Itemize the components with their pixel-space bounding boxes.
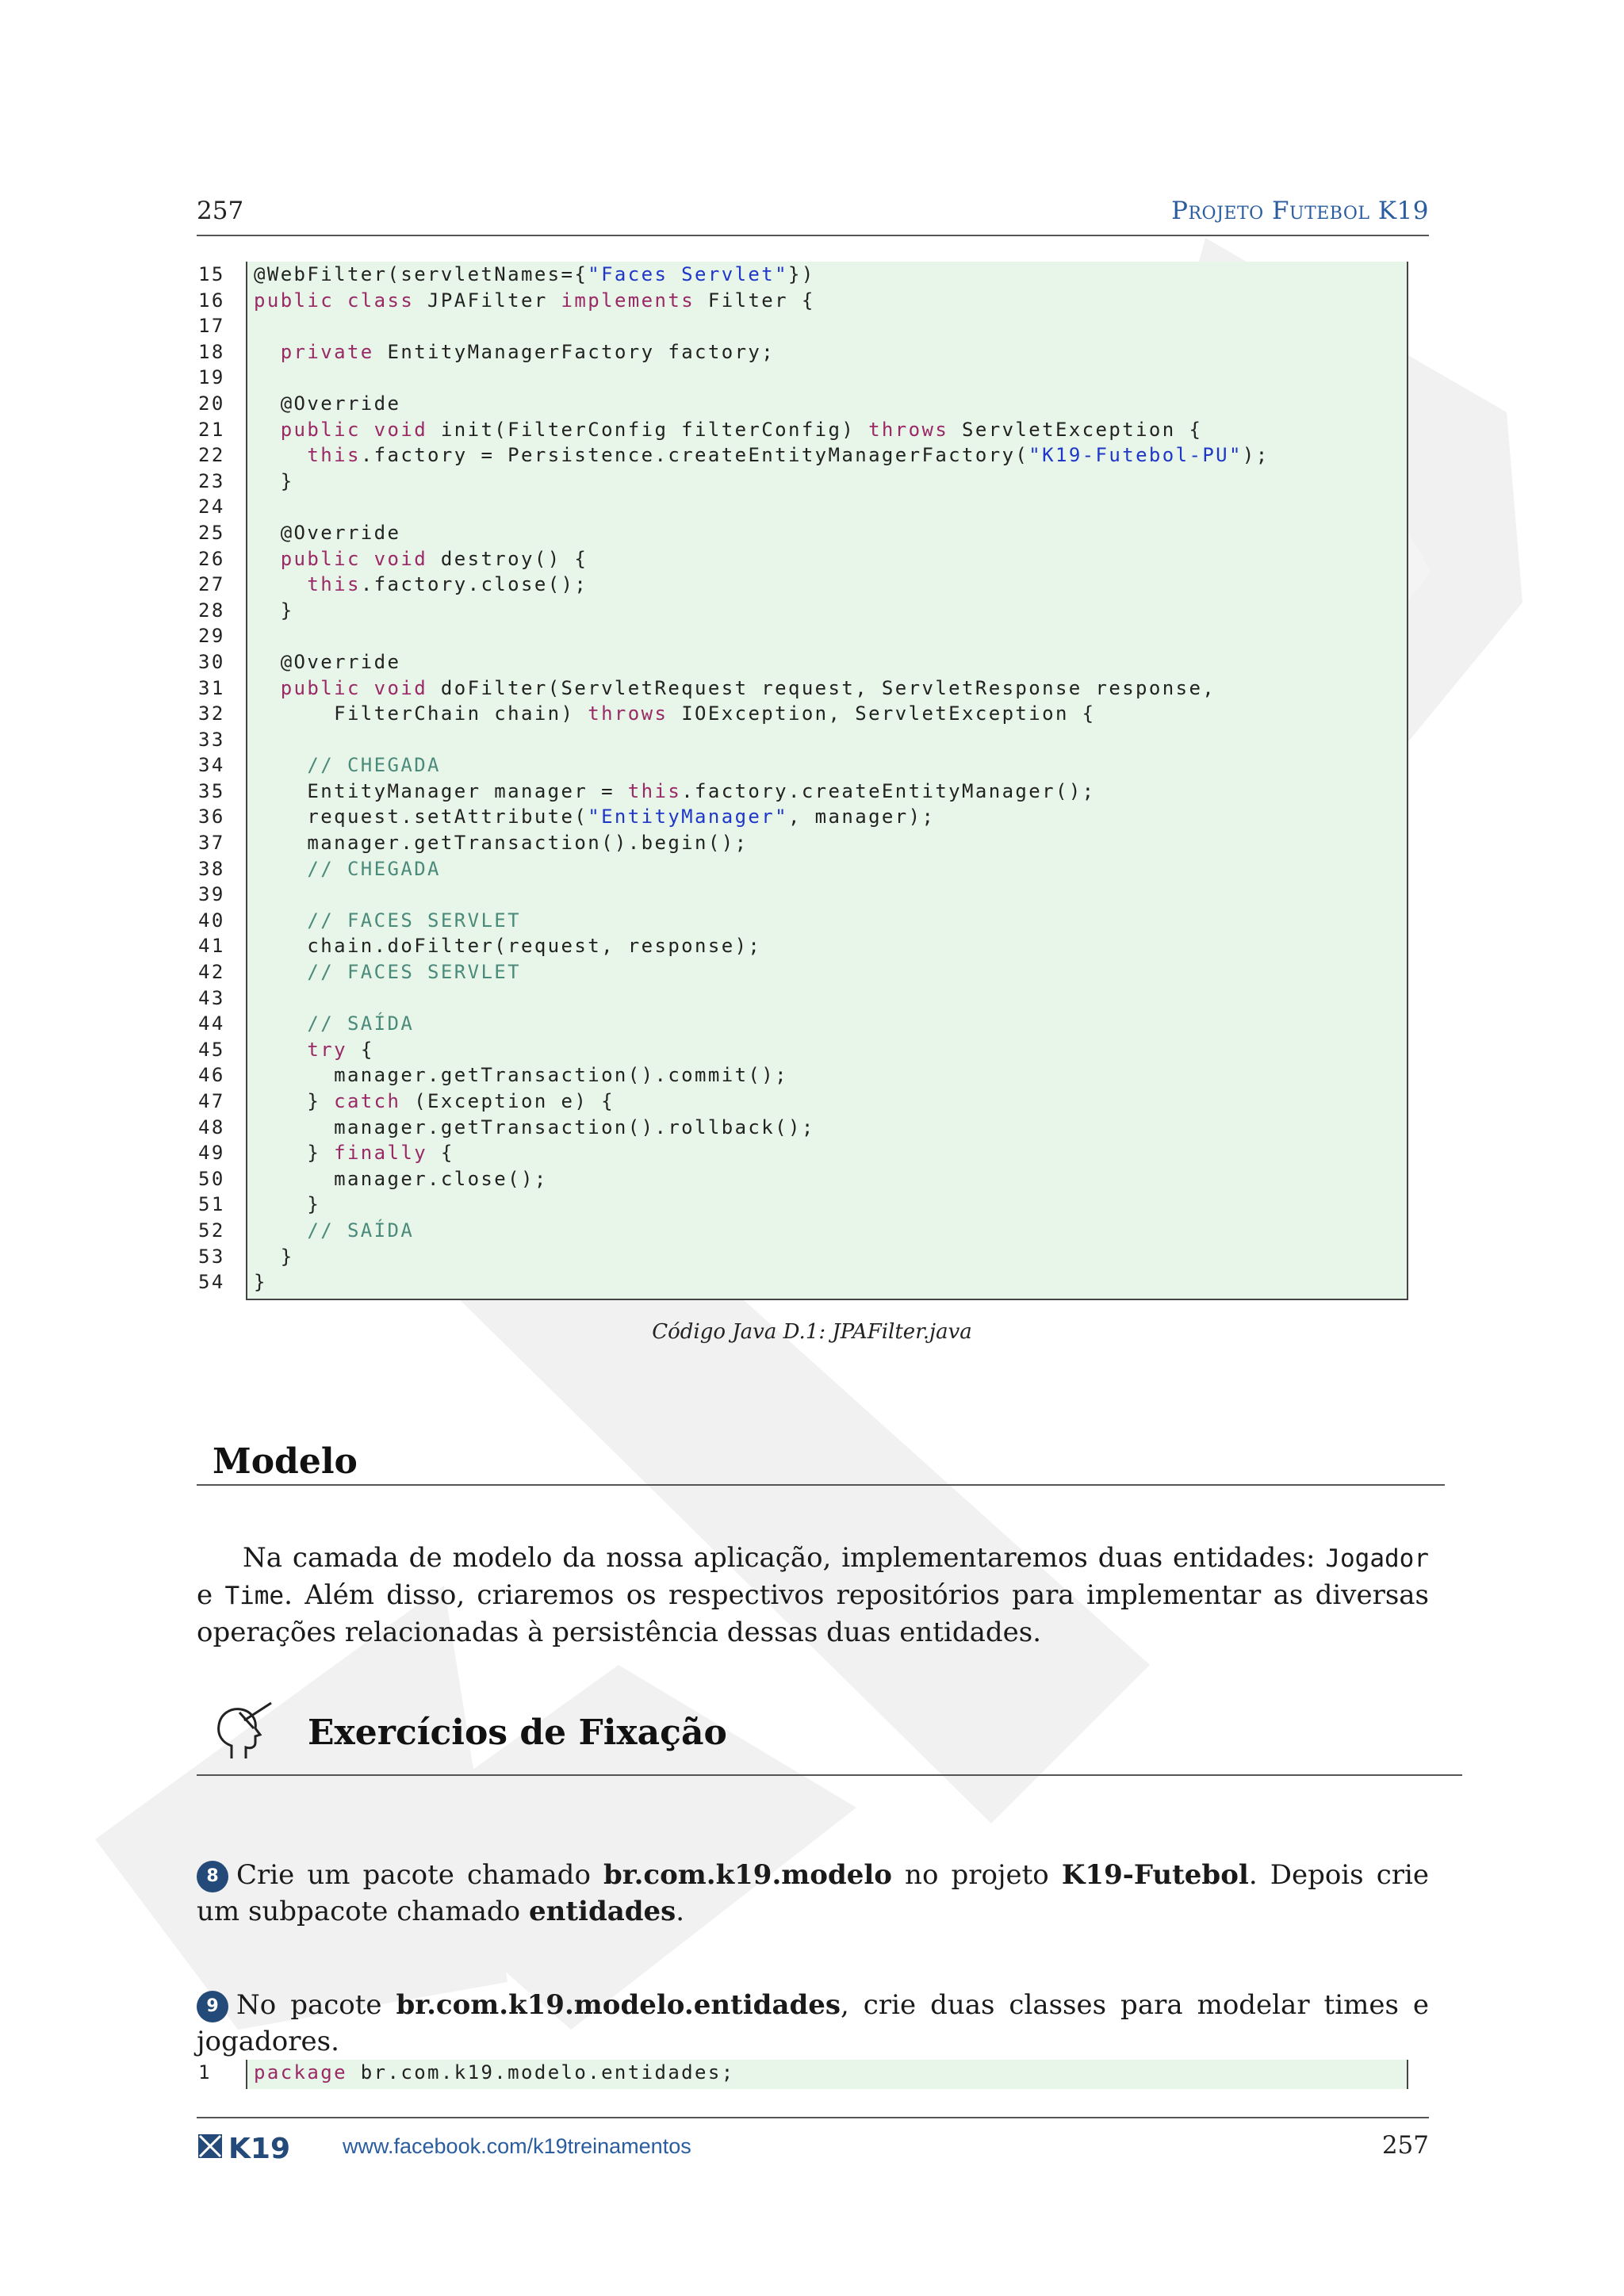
line-number: 28 [198,599,225,622]
ex8-text: Crie um pacote chamado [236,1859,603,1891]
code-text: IOException, ServletException { [668,702,1096,725]
k19-logo [197,2131,320,2163]
code-text: { [347,1038,374,1061]
code-text: } [254,1090,335,1112]
line-number: 45 [198,1038,225,1061]
code-keyword: this [307,444,361,467]
code-text: } [254,1142,335,1165]
code-line [247,1062,1407,1089]
code-line [247,649,1407,675]
code-text: manager.getTransaction().begin(); [254,832,749,855]
line-number: 43 [198,986,225,1009]
line-number: 39 [198,883,225,906]
code-line [247,727,1407,753]
code-line [247,804,1407,830]
exercise-9 [197,1987,1429,2060]
code-line [247,752,1407,779]
line-number: 21 [198,418,225,441]
code-text [254,444,307,466]
code-text: chain.doFilter(request, response); [254,935,762,958]
line-number: 49 [198,1142,225,1165]
line-number: 16 [198,289,225,312]
code-text: .factory = Persistence.createEntityManagerFactory( [360,444,1029,467]
code-text: manager.getTransaction().rollback(); [254,1115,815,1138]
code-text: (Exception e) { [400,1090,615,1112]
code-keyword: catch [334,1090,401,1112]
line-number: 15 [198,263,225,285]
code-text [254,573,307,595]
line-number: 38 [198,857,225,880]
code-keyword: package [254,2061,347,2084]
code-line [247,572,1407,598]
header-title: Projeto Futebol K19 [1171,197,1429,225]
code-text [254,419,281,441]
code-line [247,1269,1407,1295]
page-header [197,197,1429,236]
line-number: 52 [198,1219,225,1242]
ex8-text: . Depois crie um subpacote chamado [197,1859,1430,1927]
code-string: "EntityManager" [588,806,788,828]
code-text: doFilter(ServletRequest request, ServletResponse response, [427,676,1216,699]
code-keyword: public void [280,418,428,441]
code-keyword: throws [588,702,668,725]
line-number: 22 [198,444,225,467]
line-number: 27 [198,573,225,596]
code-text: Filter { [695,289,815,312]
code-line [247,908,1407,934]
code-line [247,546,1407,572]
line-number: 35 [198,779,225,802]
code-keyword: public void [280,547,428,570]
code-text: { [427,1142,454,1165]
line-number: 33 [198,728,225,751]
code-line [247,391,1407,417]
code-line [247,313,1407,339]
code-time: Time [224,1582,285,1610]
section-rule [197,1774,1462,1776]
code-text: } [254,469,294,492]
code-keyword: public class [254,289,415,312]
code-text: br.com.k19.modelo.entidades; [347,2061,735,2084]
line-number: 32 [198,702,225,725]
code-line [247,933,1407,959]
code-text: .factory.close(); [360,573,588,596]
code-text: EntityManager manager = [254,779,628,802]
line-number: 40 [198,909,225,932]
code-text: ServletException { [948,418,1203,441]
ex9-text: No pacote [236,1989,396,2021]
line-number: 19 [198,366,225,389]
code-keyword: throws [868,418,949,441]
line-number: 44 [198,1012,225,1035]
ex8-bold-subpackage: entidades [528,1896,676,1927]
section-title-modelo: Modelo [213,1441,358,1482]
exercise-number-badge: 9 [197,1991,228,2022]
code-text [254,754,307,776]
code-line [247,1037,1407,1063]
line-number: 48 [198,1115,225,1138]
code-line [247,779,1407,805]
line-number: 20 [198,392,225,415]
code-text: FilterChain chain) [254,702,588,725]
code-comment: // FACES SERVLET [307,909,521,932]
code-line [247,417,1407,443]
line-numbers [197,2060,246,2086]
code-line [247,365,1407,391]
code-comment: // FACES SERVLET [307,961,521,984]
line-number: 54 [198,1271,225,1294]
code-line [247,262,1407,288]
ex8-text: no projeto [891,1859,1062,1891]
code-text [254,1012,307,1035]
ex8-text: . [676,1896,685,1927]
line-number: 29 [198,625,225,648]
line-number: 1 [198,2061,212,2084]
line-number: 24 [198,496,225,519]
modelo-conj: e [197,1579,225,1611]
footer-rule [197,2117,1429,2118]
code-caption: Código Java D.1: JPAFilter.java [652,1320,972,1344]
code-text: @WebFilter(servletNames={ [254,263,588,285]
code-line [247,1011,1407,1037]
code-text: } [254,599,294,622]
code-text: } [254,1271,267,1294]
line-number: 34 [198,754,225,777]
line-number: 31 [198,676,225,699]
code-line [247,442,1407,469]
code-text [254,909,307,932]
line-number: 18 [198,340,225,363]
code-line [247,2060,1407,2086]
code-line [247,882,1407,908]
line-number: 47 [198,1090,225,1112]
code-text: .factory.createEntityManager(); [681,779,1096,802]
footer-facebook-link[interactable]: www.facebook.com/k19treinamentos [343,2134,691,2158]
exercise-number-badge: 8 [197,1861,228,1892]
code-text: init(FilterConfig filterConfig) [427,418,869,441]
code-comment: // CHEGADA [307,754,441,777]
code-line [247,675,1407,702]
code-line [247,1115,1407,1141]
code-keyword: try [307,1038,347,1061]
line-number: 23 [198,469,225,492]
code-line [247,985,1407,1012]
head-thinking-icon [208,1697,279,1768]
code-line [247,1140,1407,1166]
line-number: 37 [198,832,225,855]
code-comment: // SAÍDA [307,1012,415,1035]
code-line [247,701,1407,727]
ex8-bold-project: K19-Futebol [1061,1859,1249,1891]
code-text: request.setAttribute( [254,806,588,828]
code-line [247,494,1407,520]
code-line [247,288,1407,314]
code-line [247,623,1407,649]
section-rule [197,1484,1445,1486]
line-number: 53 [198,1245,225,1268]
code-keyword: finally [334,1142,428,1165]
line-number: 30 [198,650,225,673]
code-line [247,1089,1407,1115]
code-text: @Override [254,392,401,415]
code-line [247,830,1407,856]
code-keyword: private [280,340,374,363]
code-text: } [254,1193,321,1216]
code-text [254,1039,307,1061]
line-number: 17 [198,315,225,338]
code-text: } [254,1245,294,1268]
code-text: EntityManagerFactory factory; [373,340,776,363]
line-number: 51 [198,1193,225,1216]
modelo-text-2: . Além disso, criaremos os respectivos repositórios para implementar as diversas operações relacionadas à persistência dessas duas entidades. [197,1579,1429,1648]
line-number: 42 [198,961,225,984]
code-text: @Override [254,521,401,544]
exercise-8 [197,1857,1429,1930]
code-text: manager.getTransaction().commit(); [254,1064,788,1087]
code-line [247,339,1407,365]
ex8-bold-package: br.com.k19.modelo [603,1859,892,1891]
line-number: 41 [198,935,225,958]
code-text [254,1219,307,1242]
code-text [254,341,281,363]
code-block [246,262,1408,1300]
line-number: 25 [198,521,225,544]
code-text: ); [1242,444,1270,467]
section-title-exercicios: Exercícios de Fixação [308,1712,727,1753]
code-text: }) [787,263,815,285]
code-keyword: this [307,573,361,596]
code-keyword: implements [561,289,695,312]
code-line [247,959,1407,985]
code-string: "K19-Futebol-PU" [1028,444,1243,467]
code-line [247,520,1407,546]
code-line [247,469,1407,495]
line-number: 46 [198,1064,225,1087]
code-block [246,2060,1408,2089]
code-text: destroy() { [427,547,588,570]
code-line [247,1244,1407,1270]
code-text [254,858,307,880]
modelo-paragraph [197,1540,1429,1651]
code-line [247,598,1407,624]
code-comment: // SAÍDA [307,1219,415,1242]
line-number: 26 [198,547,225,570]
line-numbers [197,262,246,1295]
code-text [254,548,281,570]
code-line [247,1192,1407,1218]
code-line [247,1166,1407,1192]
code-text [254,961,307,983]
ex9-bold-package: br.com.k19.modelo.entidades [396,1989,841,2021]
line-number: 50 [198,1167,225,1190]
code-text: @Override [254,650,401,673]
header-page-number: 257 [197,197,244,225]
code-text: JPAFilter [414,289,561,312]
code-line [247,856,1407,882]
code-text: manager.close(); [254,1167,548,1190]
code-comment: // CHEGADA [307,857,441,880]
code-keyword: this [627,779,682,802]
ex9-text: , crie duas classes para modelar times e jogadores. [197,1989,1429,2057]
line-number: 36 [198,806,225,828]
code-keyword: public void [280,676,428,699]
code-line [247,1218,1407,1244]
code-text: , manager); [787,806,936,828]
modelo-text-1: Na camada de modelo da nossa aplicação, implementaremos duas entidades: [243,1542,1326,1574]
code-string: "Faces Servlet" [588,263,788,285]
code-text [254,677,281,699]
footer-page-number: 257 [1381,2131,1429,2160]
svg-text:K19: K19 [228,2133,290,2163]
code-jogador: Jogador [1325,1544,1429,1573]
